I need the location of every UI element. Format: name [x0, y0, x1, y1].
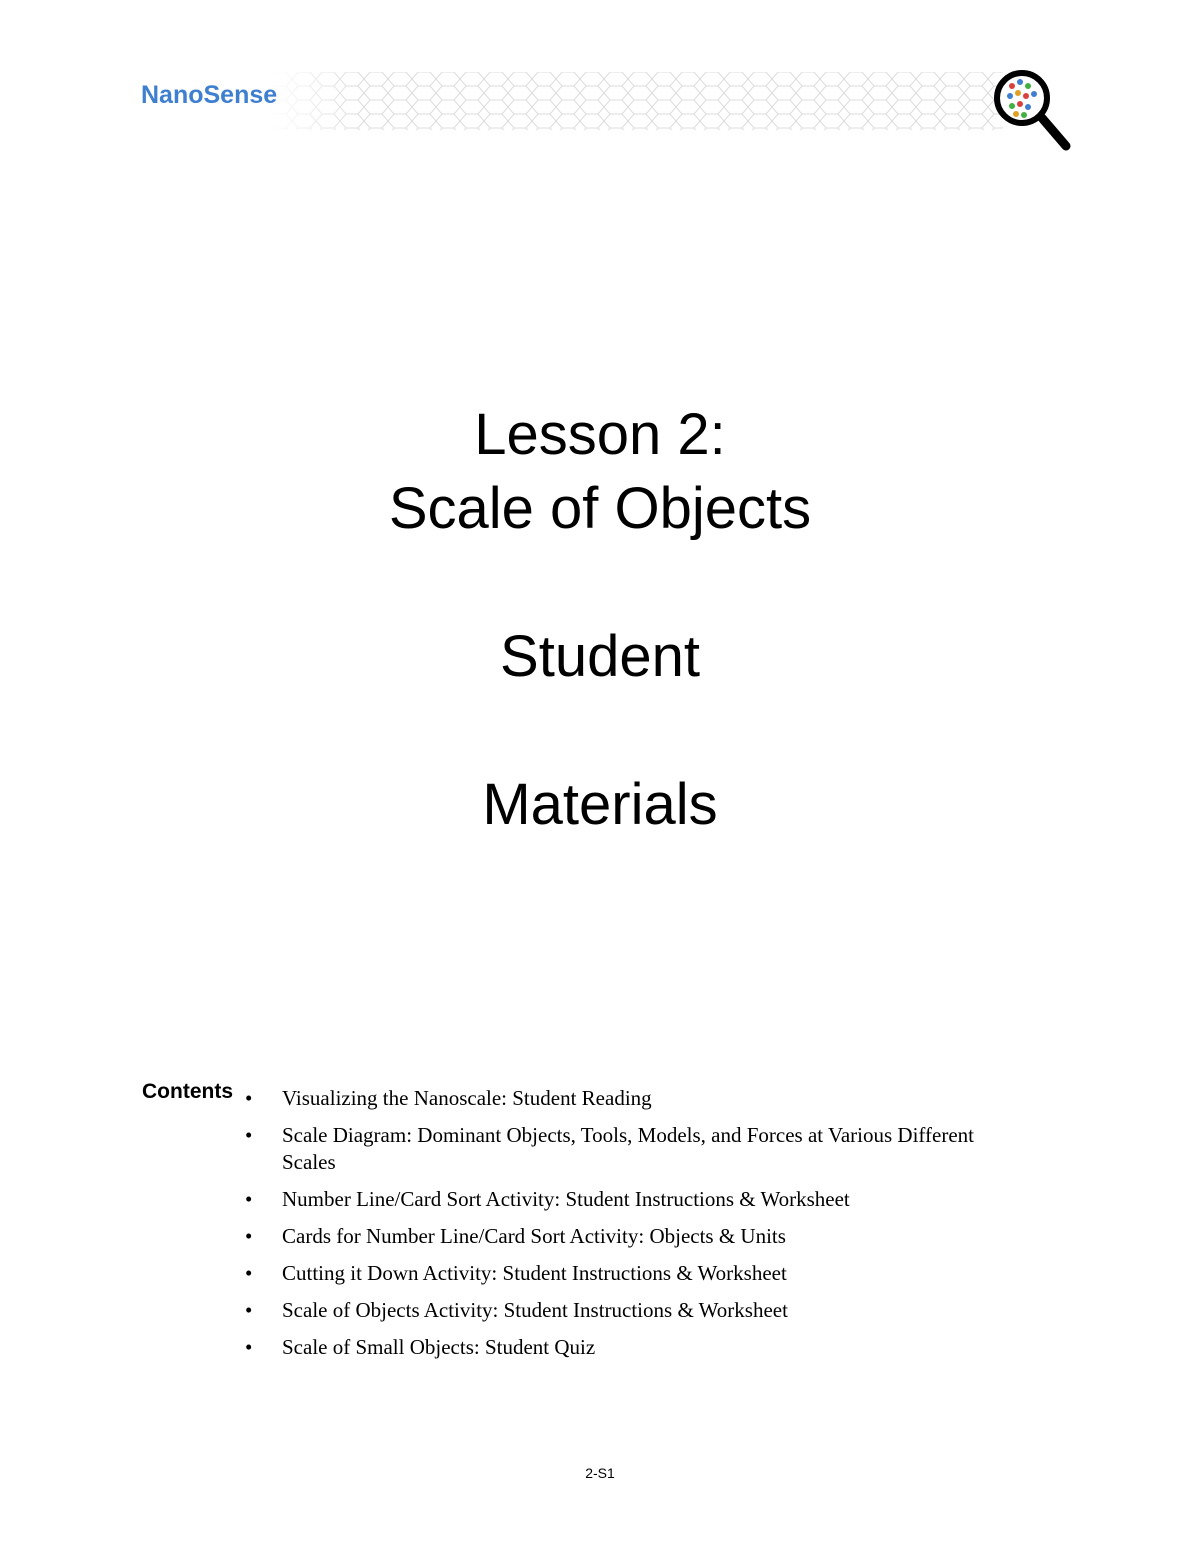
list-item-text: Scale of Objects Activity: Student Instructions & Worksheet — [282, 1298, 788, 1322]
list-item — [243, 1186, 1003, 1213]
title-topic: Scale of Objects — [388, 476, 812, 541]
contents-list — [243, 1085, 1003, 1371]
list-item — [243, 1085, 1003, 1112]
list-item — [243, 1297, 1003, 1324]
bullet-icon: • — [245, 1086, 253, 1110]
title-student: Student — [500, 624, 700, 689]
bullet-icon: • — [245, 1335, 253, 1359]
list-item-text: Cutting it Down Activity: Student Instructions & Worksheet — [282, 1261, 787, 1285]
bullet-icon: • — [245, 1298, 253, 1322]
title-lesson: Lesson 2: — [474, 402, 726, 467]
list-item-text: Number Line/Card Sort Activity: Student Instructions & Worksheet — [282, 1187, 850, 1211]
page-number: 2-S1 — [585, 1465, 615, 1481]
bullet-icon: • — [245, 1261, 253, 1285]
magnifier-icon — [992, 66, 1072, 152]
bullet-icon: • — [245, 1224, 253, 1248]
hexagon-pattern-band — [268, 72, 1003, 130]
list-item-text: Scale Diagram: Dominant Objects, Tools, Models, and Forces at Various Different Scales — [282, 1123, 974, 1174]
header-banner — [140, 62, 1070, 154]
document-title — [0, 398, 1200, 842]
list-item-text: Scale of Small Objects: Student Quiz — [282, 1335, 596, 1359]
list-item-text: Visualizing the Nanoscale: Student Reading — [282, 1086, 652, 1110]
list-item — [243, 1260, 1003, 1287]
bullet-icon: • — [245, 1123, 253, 1147]
contents-heading: Contents — [142, 1080, 233, 1103]
list-item — [243, 1122, 1003, 1176]
nanosense-logo: NanoSense — [141, 81, 278, 109]
list-item-text: Cards for Number Line/Card Sort Activity: Objects & Units — [282, 1224, 786, 1248]
list-item — [243, 1334, 1003, 1361]
bullet-icon: • — [245, 1187, 253, 1211]
title-materials: Materials — [482, 772, 718, 837]
list-item — [243, 1223, 1003, 1250]
